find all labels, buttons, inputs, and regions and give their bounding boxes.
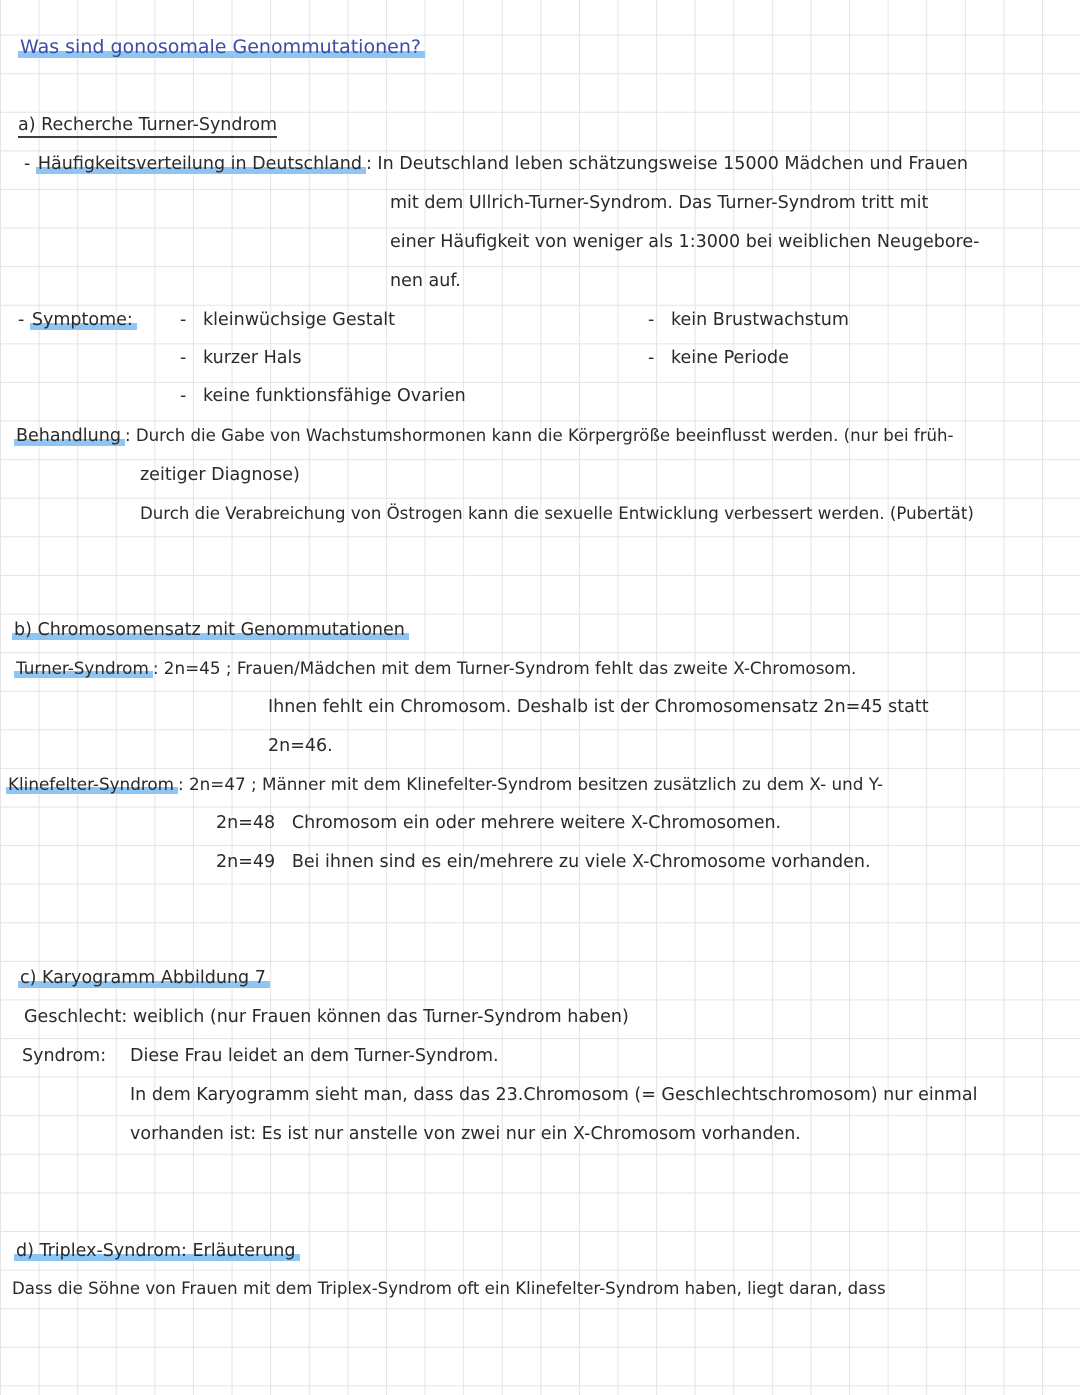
turner-text-line: Ihnen fehlt ein Chromosom. Deshalb ist der Chromosomensatz 2n=45 statt: [268, 697, 929, 717]
syndrome-text-line: In dem Karyogramm sieht man, dass das 23.Chromosom (= Geschlechtschromosom) nur einmal: [130, 1085, 978, 1105]
frequency-text-line: einer Häufigkeit von weniger als 1:3000 bei weiblichen Neugebore-: [390, 232, 980, 252]
frequency-label: Häufigkeitsverteilung in Deutschland: [36, 154, 366, 174]
klinefelter-text-line: 2n=48 Chromosom ein oder mehrere weitere X-Chromosomen.: [216, 813, 782, 833]
frequency-text-line: mit dem Ullrich-Turner-Syndrom. Das Turner-Syndrom tritt mit: [390, 193, 929, 213]
syndrome-text-line: vorhanden ist: Es ist nur anstelle von zwei nur ein X-Chromosom vorhanden.: [130, 1124, 801, 1144]
sex-line: Geschlecht: weiblich (nur Frauen können das Turner-Syndrom haben): [24, 1007, 629, 1027]
klinefelter-label: Klinefelter-Syndrom: [6, 774, 178, 794]
section-d-text: Dass die Söhne von Frauen mit dem Triplex-Syndrom oft ein Klinefelter-Syndrom haben, liegt daran, dass: [12, 1279, 886, 1298]
symptom-item: - kleinwüchsige Gestalt: [180, 310, 396, 330]
section-a-heading: a) Recherche Turner-Syndrom: [18, 114, 277, 138]
turner-text-line: 2n=46.: [268, 736, 333, 756]
frequency-text-line: nen auf.: [390, 271, 461, 291]
turner-text-line: : 2n=45 ; Frauen/Mädchen mit dem Turner-Syndrom fehlt das zweite X-Chromosom.: [152, 658, 857, 678]
symptoms-label-row: - Symptome:: [18, 309, 137, 331]
klinefelter-text-line: : 2n=47 ; Männer mit dem Klinefelter-Syndrom besitzen zusätzlich zu dem X- und Y-: [178, 774, 884, 794]
turner-label: Turner-Syndrom: [14, 658, 153, 678]
syndrome-label: Syndrom:: [22, 1046, 107, 1066]
symptoms-label: Symptome:: [30, 310, 137, 330]
frequency-text-line: : In Deutschland leben schätzungsweise 15000 Mädchen und Frauen: [365, 154, 968, 174]
section-d-heading: d) Triplex-Syndrom: Erläuterung: [14, 1240, 300, 1262]
section-b-heading: b) Chromosomensatz mit Genommutationen: [12, 619, 409, 641]
treatment-row: [14, 425, 954, 447]
symptom-item: - keine funktionsfähige Ovarien: [180, 386, 466, 406]
treatment-text-line: : Durch die Gabe von Wachstumshormonen kann die Körpergröße beeinflusst werden. (nur bei früh-: [124, 426, 954, 445]
treatment-label: Behandlung: [14, 426, 125, 446]
symptom-item: - keine Periode: [648, 348, 789, 368]
klinefelter-text-line: 2n=49 Bei ihnen sind es ein/mehrere zu viele X-Chromosome vorhanden.: [216, 852, 871, 872]
syndrome-text-line: Diese Frau leidet an dem Turner-Syndrom.: [130, 1046, 499, 1066]
symptom-item: - kurzer Hals: [180, 348, 302, 368]
klinefelter-row: [6, 773, 883, 795]
frequency-row: - Häufigkeitsverteilung in Deutschland : In Deutschland leben schätzungsweise 15000 Mädchen und Frauen: [24, 154, 968, 174]
treatment-text-line: Durch die Verabreichung von Östrogen kann die sexuelle Entwicklung verbessert werden. (Pubertät): [140, 504, 974, 523]
page-title: Was sind gonosomale Genommutationen?: [18, 36, 425, 58]
section-c-heading: c) Karyogramm Abbildung 7: [18, 967, 270, 989]
turner-row: [14, 657, 856, 679]
treatment-text-line: zeitiger Diagnose): [140, 465, 300, 485]
symptom-item: - kein Brustwachstum: [648, 310, 849, 330]
